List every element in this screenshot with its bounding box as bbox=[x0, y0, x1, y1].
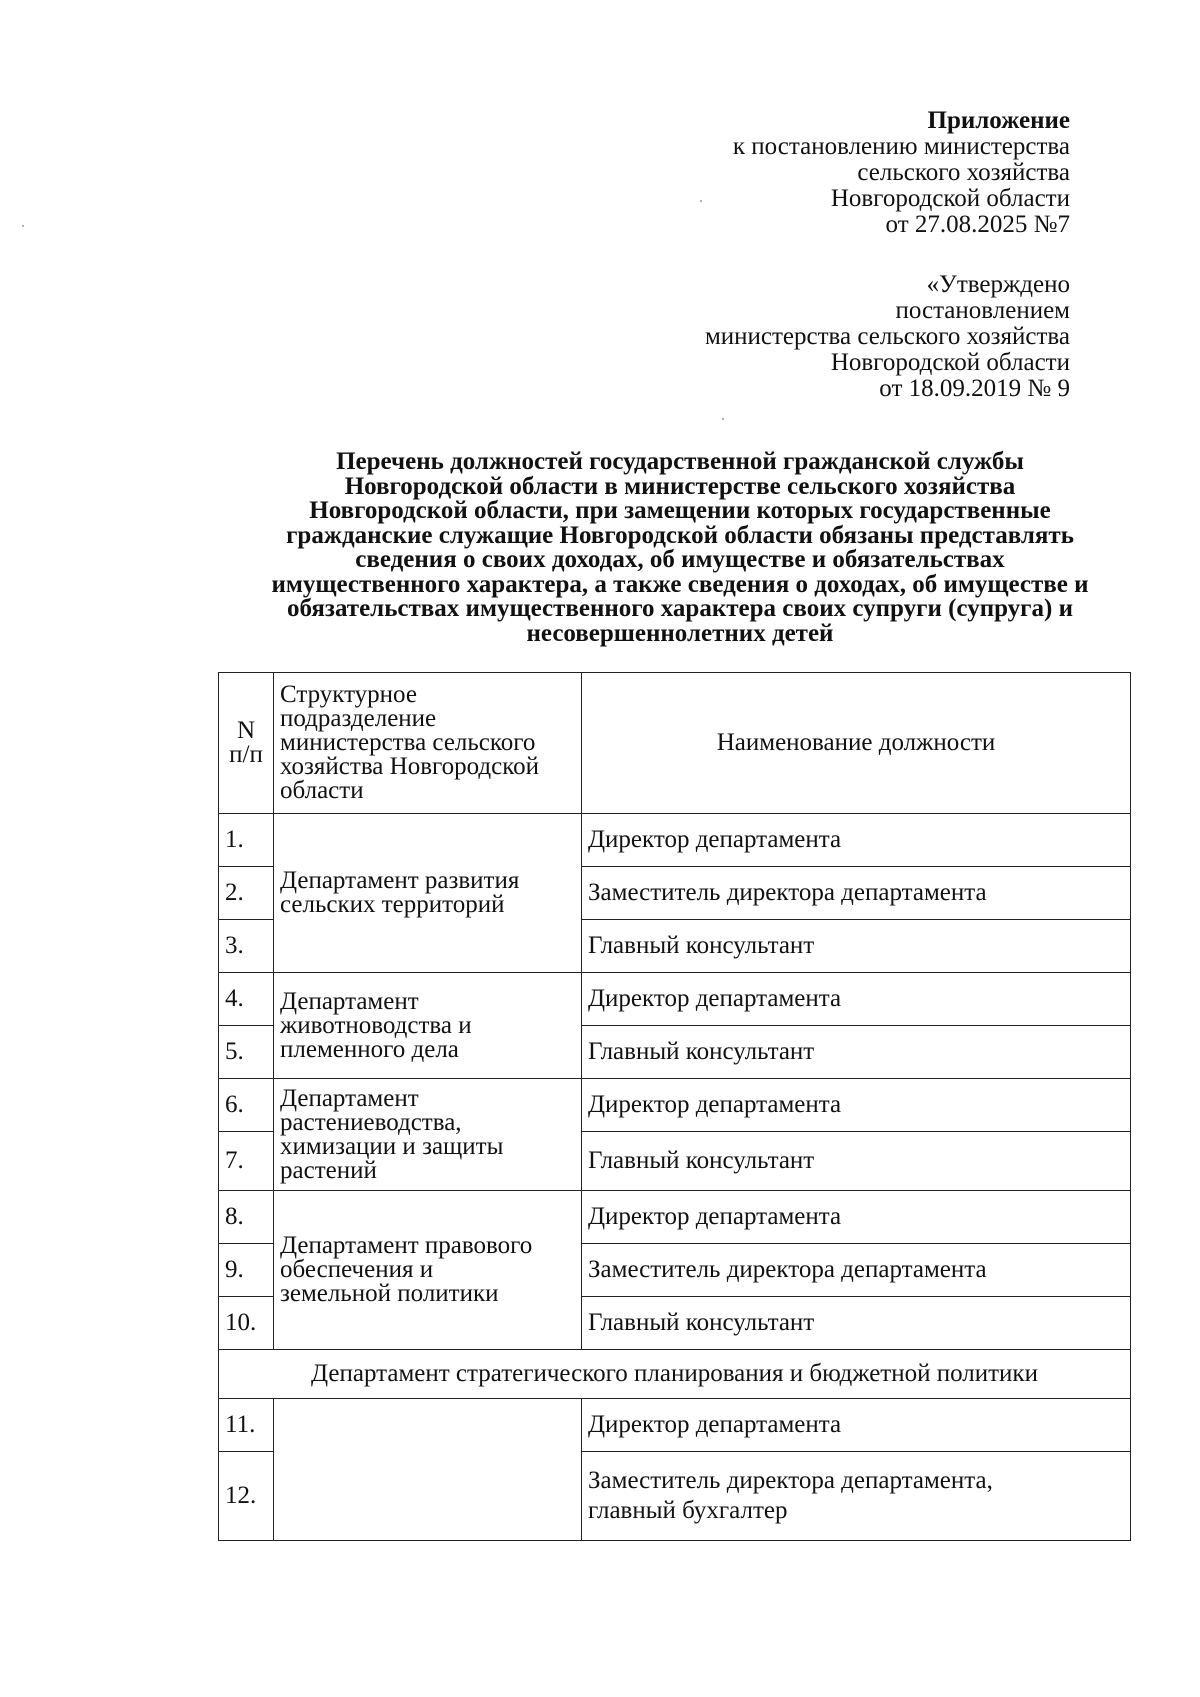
row-number: 9. bbox=[219, 1244, 274, 1297]
title-line: обязательствах имущественного характера своих супруги (супруга) и bbox=[287, 595, 1073, 622]
row-number: 7. bbox=[219, 1132, 274, 1191]
position-cell: Главный консультант bbox=[582, 1132, 1131, 1191]
scan-speck bbox=[22, 225, 24, 227]
approved-line: постановлением bbox=[895, 297, 1070, 324]
position-cell: Главный консультант bbox=[582, 1026, 1131, 1079]
table-row bbox=[219, 1079, 1131, 1132]
position-cell: Заместитель директора департамента bbox=[582, 1244, 1131, 1297]
title-line: Новгородской области, при замещении которых государственные bbox=[309, 497, 1051, 524]
table-row bbox=[219, 814, 1131, 867]
scan-speck bbox=[700, 200, 702, 202]
header-num-line: N bbox=[236, 717, 256, 744]
row-number: 8. bbox=[219, 1191, 274, 1244]
title-line: имущественного характера, а также сведения о доходах, об имуществе и bbox=[271, 570, 1089, 598]
header-unit-line: хозяйства Новгородской bbox=[280, 753, 539, 780]
department-line: Департамент bbox=[280, 1084, 419, 1112]
row-number: 5. bbox=[219, 1026, 274, 1079]
approved-date: от 18.09.2019 № 9 bbox=[879, 375, 1070, 402]
approved-line: Новгородской области bbox=[830, 349, 1070, 376]
department-line: Департамент развития bbox=[280, 867, 520, 894]
department-line: сельских территорий bbox=[280, 891, 505, 918]
department-wide-row bbox=[219, 1350, 1131, 1399]
position-line: главный бухгалтер bbox=[588, 1497, 788, 1524]
department-wide-cell: Департамент стратегического планирования и бюджетной политики bbox=[219, 1350, 1131, 1399]
appendix-line: к постановлению министерства bbox=[732, 133, 1070, 160]
department-line: обеспечения и bbox=[280, 1256, 434, 1283]
table-row bbox=[219, 1191, 1131, 1244]
row-number: 2. bbox=[219, 867, 274, 920]
position-cell: Директор департамента bbox=[582, 973, 1131, 1026]
department-line: химизации и защиты bbox=[280, 1132, 504, 1160]
header-unit-line: министерства сельского bbox=[280, 729, 536, 756]
header-number-cell bbox=[219, 673, 274, 814]
scan-speck bbox=[722, 418, 724, 420]
department-line: животноводства и bbox=[280, 1011, 472, 1039]
row-number: 10. bbox=[219, 1297, 274, 1350]
title-line: сведения о своих доходах, об имуществе и обязательствах bbox=[355, 546, 1005, 573]
appendix-date: от 27.08.2025 №7 bbox=[885, 211, 1070, 238]
position-cell: Директор департамента bbox=[582, 1399, 1131, 1452]
title-line: гражданские служащие Новгородской области обязаны представлять bbox=[286, 521, 1074, 549]
title-line: Перечень должностей государственной гражданской службы bbox=[336, 448, 1024, 475]
approved-line: «Утверждено bbox=[926, 271, 1070, 298]
table-row bbox=[219, 1399, 1131, 1452]
header-unit-line: Структурное bbox=[280, 681, 417, 708]
department-cell bbox=[274, 973, 582, 1079]
department-line: земельной политики bbox=[280, 1280, 499, 1307]
appendix-block bbox=[550, 108, 1070, 238]
department-cell bbox=[274, 1191, 582, 1350]
approved-line: министерства сельского хозяйства bbox=[704, 323, 1070, 350]
department-line: племенного дела bbox=[280, 1035, 459, 1063]
row-number: 1. bbox=[219, 814, 274, 867]
header-unit-line: области bbox=[280, 777, 364, 804]
position-cell: Заместитель директора департамента bbox=[582, 867, 1131, 920]
table-row bbox=[219, 973, 1131, 1026]
position-cell: Директор департамента bbox=[582, 814, 1131, 867]
approved-block bbox=[510, 272, 1070, 402]
row-number: 6. bbox=[219, 1079, 274, 1132]
position-cell: Директор департамента bbox=[582, 1191, 1131, 1244]
position-line: Заместитель директора департамента, bbox=[588, 1467, 993, 1494]
appendix-line: Новгородской области bbox=[830, 185, 1070, 212]
department-line: растениеводства, bbox=[280, 1108, 462, 1136]
row-number: 4. bbox=[219, 973, 274, 1026]
table-header-row bbox=[219, 673, 1131, 814]
row-number: 12. bbox=[219, 1452, 274, 1541]
row-number: 11. bbox=[219, 1399, 274, 1452]
position-cell: Главный консультант bbox=[582, 1297, 1131, 1350]
header-position-cell: Наименование должности bbox=[582, 673, 1131, 814]
department-line: Департамент правового bbox=[280, 1232, 533, 1259]
department-cell bbox=[274, 1079, 582, 1191]
appendix-title: Приложение bbox=[927, 107, 1070, 134]
department-cell bbox=[274, 814, 582, 973]
row-number: 3. bbox=[219, 920, 274, 973]
position-cell: Главный консультант bbox=[582, 920, 1131, 973]
title-line: несовершеннолетних детей bbox=[526, 619, 834, 647]
positions-table bbox=[218, 672, 1131, 1541]
department-line: Департамент bbox=[280, 987, 419, 1015]
position-cell: Директор департамента bbox=[582, 1079, 1131, 1132]
header-num-line: п/п bbox=[229, 741, 263, 768]
document-title bbox=[200, 450, 1160, 646]
header-unit-line: подразделение bbox=[280, 705, 437, 732]
title-line: Новгородской области в министерстве сельского хозяйства bbox=[344, 472, 1016, 500]
appendix-line: сельского хозяйства bbox=[857, 159, 1070, 186]
department-line: растений bbox=[280, 1156, 377, 1184]
header-unit-cell bbox=[274, 673, 582, 814]
department-cell-empty bbox=[274, 1399, 582, 1541]
position-cell bbox=[582, 1452, 1131, 1541]
